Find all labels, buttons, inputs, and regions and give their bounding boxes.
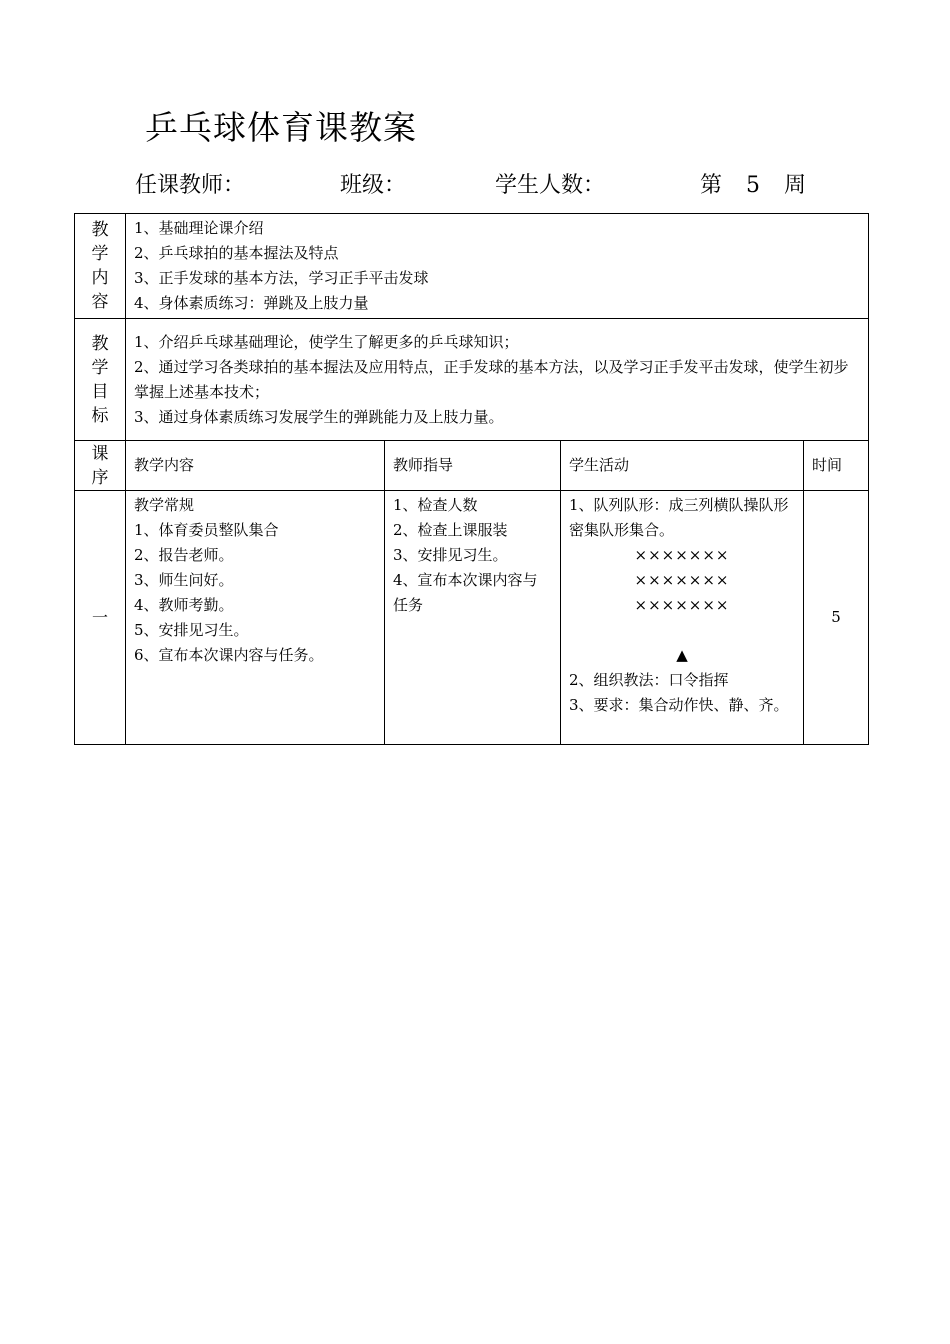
row-time: 5 (804, 491, 869, 745)
formation-row: ××××××× (634, 596, 730, 614)
table-row (75, 491, 869, 745)
list-item: 5、安排见习生。 (134, 621, 249, 639)
row-content-cell (126, 491, 385, 745)
list-item: 3、通过身体素质练习发展学生的弹跳能力及上肢力量。 (134, 407, 504, 426)
list-item: 3、正手发球的基本方法，学习正手平击发球 (134, 269, 429, 287)
list-item: 3、要求：集合动作快、静、齐。 (569, 696, 789, 714)
list-item: 2、报告老师。 (134, 546, 234, 564)
list-item: 4、教师考勤。 (134, 596, 234, 614)
order-header: 课 序 (75, 441, 126, 491)
list-item: 2、检查上课服装 (393, 521, 508, 539)
page-title: 乒乓球体育课教案 (145, 108, 417, 147)
content-section-row (75, 214, 869, 319)
row-order: 一 (75, 491, 126, 745)
week-indicator (700, 168, 806, 199)
table-header-row (75, 441, 869, 491)
goals-section-body (126, 319, 869, 441)
list-item: 教学常规 (134, 496, 195, 514)
formation-row: ××××××× (634, 546, 730, 564)
list-item: 6、宣布本次课内容与任务。 (134, 646, 324, 664)
class-label: 班级： (340, 173, 407, 198)
list-item: 2、通过学习各类球拍的基本握法及应用特点，正手发球的基本方法，以及学习正手发平击发球，使学生初步掌握上述基本技术； (134, 357, 849, 401)
goals-section-label: 教 学 目 标 (75, 319, 126, 441)
student-activity-header: 学生活动 (561, 441, 804, 491)
week-suffix: 周 (784, 173, 807, 198)
students-count-label: 学生人数： (495, 173, 606, 198)
list-item: 1、检查人数 (393, 496, 478, 514)
formation-row: ××××××× (634, 571, 730, 589)
row-student-cell (561, 491, 804, 745)
formation-intro: 1、队列队形：成三列横队操队形密集队形集合。 (569, 496, 789, 539)
list-item: 1、体育委员整队集合 (134, 521, 279, 539)
teacher-position-marker: ▲ (676, 646, 688, 664)
week-number: 5 (746, 173, 761, 198)
teacher-guidance-header: 教师指导 (385, 441, 561, 491)
goals-section-row (75, 319, 869, 441)
content-section-label: 教 学 内 容 (75, 214, 126, 319)
list-item: 3、师生问好。 (134, 571, 234, 589)
week-prefix: 第 (700, 173, 723, 198)
list-item: 1、介绍乒乓球基础理论，使学生了解更多的乒乓球知识； (134, 332, 519, 351)
content-section-body (126, 214, 869, 319)
list-item: 4、宣布本次课内容与任务 (393, 571, 538, 614)
list-item: 1、基础理论课介绍 (134, 219, 264, 237)
list-item: 4、身体素质练习：弹跳及上肢力量 (134, 294, 369, 312)
list-item: 2、组织教法：口令指挥 (569, 671, 729, 689)
list-item: 3、安排见习生。 (393, 546, 508, 564)
row-teacher-cell (385, 491, 561, 745)
content-header: 教学内容 (126, 441, 385, 491)
lesson-plan-table (74, 213, 869, 745)
teacher-label: 任课教师： (135, 173, 246, 198)
list-item: 2、乒乓球拍的基本握法及特点 (134, 244, 339, 262)
time-header: 时间 (804, 441, 869, 491)
